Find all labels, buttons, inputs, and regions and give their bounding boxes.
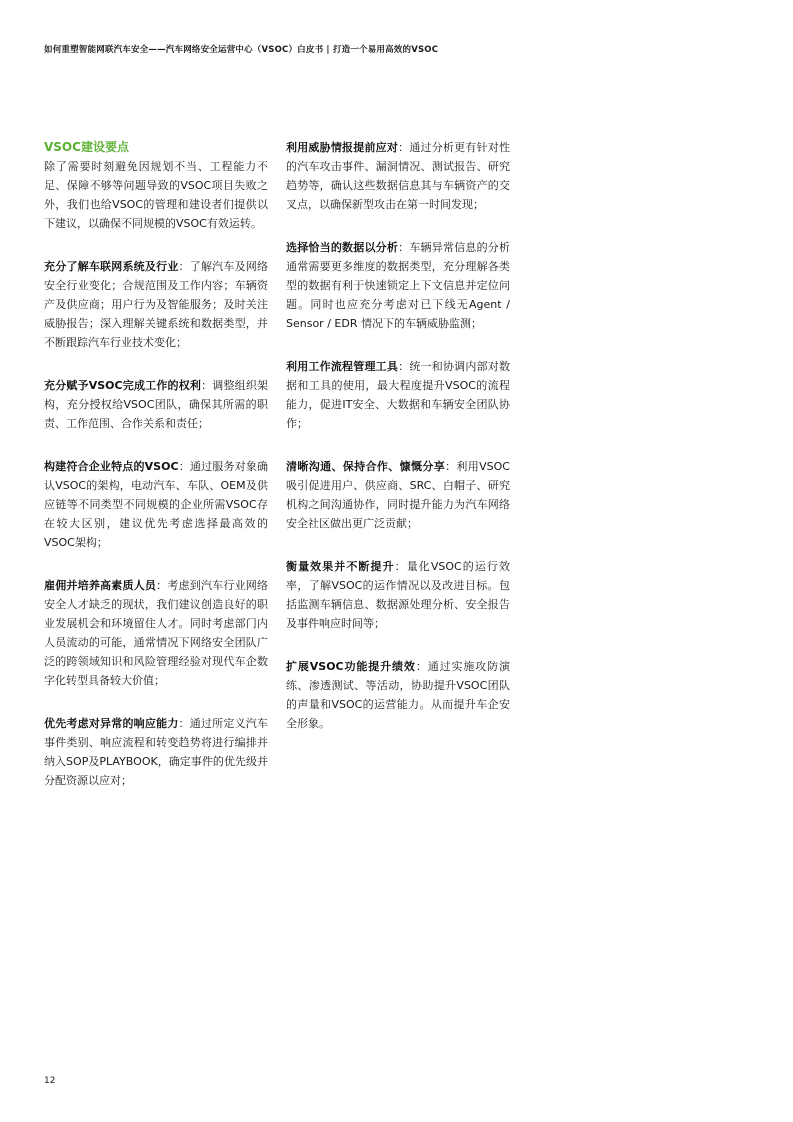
recommendation-lead: 选择恰当的数据以分析	[286, 241, 399, 254]
recommendation-item	[286, 357, 510, 433]
recommendation-item	[44, 576, 268, 690]
running-header: 如何重塑智能网联汽车安全——汽车网络安全运营中心（VSOC）白皮书 | 打造一个易用高效的VSOC	[44, 45, 439, 55]
recommendation-item	[286, 557, 510, 633]
recommendation-body: ：量化VSOC的运行效率，了解VSOC的运作情况以及改进目标。包括监测车辆信息、数据源处理分析、安全报告及事件响应时间等；	[286, 560, 511, 630]
recommendation-body: ：利用VSOC吸引促进用户、供应商、SRC、白帽子、研究机构之间沟通协作，同时提升能力为汽车网络安全社区做出更广泛贡献；	[286, 460, 510, 530]
recommendation-item	[44, 257, 268, 352]
recommendation-item	[286, 138, 510, 214]
recommendation-lead: 清晰沟通、保持合作、慷慨分享	[286, 460, 446, 473]
recommendation-lead: 充分赋予VSOC完成工作的权利	[44, 379, 202, 392]
recommendation-lead: 构建符合企业特点的VSOC	[44, 460, 179, 473]
section-title: VSOC建设要点	[44, 140, 129, 154]
recommendation-body: ：车辆异常信息的分析通常需要更多维度的数据类型，充分理解各类型的数据有利于快速锁定上下文信息并定位问题。同时也应充分考虑对已下线无Agent / Sensor / EDR 情况下的车辆威胁监测；	[286, 241, 511, 330]
recommendation-item	[44, 457, 268, 552]
recommendation-lead: 优先考虑对异常的响应能力	[44, 717, 179, 730]
recommendation-lead: 雇佣并培养高素质人员	[44, 579, 157, 592]
recommendation-body: ：通过实施攻防演练、渗透测试、等活动，协助提升VSOC团队的声量和VSOC的运营能力。从而提升车企安全形象。	[286, 660, 511, 730]
left-column	[44, 138, 268, 814]
recommendation-lead: 衡量效果并不断提升	[286, 560, 395, 573]
recommendation-item	[44, 376, 268, 433]
recommendation-item	[286, 238, 510, 333]
intro-paragraph: 除了需要时刻避免因规划不当、工程能力不足、保障不够等问题导致的VSOC项目失败之外，我们也给VSOC的管理和建设者们提供以下建议，以确保不同规模的VSOC有效运转。	[44, 160, 268, 230]
right-column	[286, 138, 510, 757]
recommendation-lead: 利用工作流程管理工具	[286, 360, 399, 373]
recommendation-lead: 利用威胁情报提前应对	[286, 141, 399, 154]
recommendation-lead: 扩展VSOC功能提升绩效	[286, 660, 416, 673]
recommendation-body: ：统一和协调内部对数据和工具的使用，最大程度提升VSOC的流程能力，促进IT安全、大数据和车辆安全团队协作；	[286, 360, 511, 430]
page-number: 12	[44, 1076, 56, 1086]
recommendation-lead: 充分了解车联网系统及行业	[44, 260, 179, 273]
recommendation-item	[44, 714, 268, 790]
recommendation-body: ：通过服务对象确认VSOC的架构，电动汽车、车队、OEM及供应链等不同类型不同规模的企业所需VSOC存在较大区别，建议优先考虑选择最高效的VSOC架构；	[44, 460, 269, 549]
recommendation-body: ：通过分析更有针对性的汽车攻击事件、漏洞情况、测试报告、研究趋势等，确认这些数据信息其与车辆资产的交叉点，以确保新型攻击在第一时间发现；	[286, 141, 511, 211]
recommendation-body: ：考虑到汽车行业网络安全人才缺乏的现状，我们建议创造良好的职业发展机会和环境留住人才。同时考虑部门内人员流动的可能，通常情况下网络安全团队广泛的跨领域知识和风险管理经验对现代车企数字化转型具备较大价值；	[44, 579, 269, 687]
recommendation-body: ：通过所定义汽车事件类别、响应流程和转变趋势将进行编排并纳入SOP及PLAYBOOK，确定事件的优先级并分配资源以应对；	[44, 717, 269, 787]
recommendation-item	[286, 457, 510, 533]
recommendation-item	[286, 657, 510, 733]
recommendation-body: ：了解汽车及网络安全行业变化；合规范围及工作内容；车辆资产及供应商；用户行为及智能服务；及时关注威胁报告；深入理解关键系统和数据类型，并不断跟踪汽车行业技术变化；	[44, 260, 269, 349]
recommendation-body: ：调整组织架构，充分授权给VSOC团队，确保其所需的职责、工作范围、合作关系和责任；	[44, 379, 269, 430]
